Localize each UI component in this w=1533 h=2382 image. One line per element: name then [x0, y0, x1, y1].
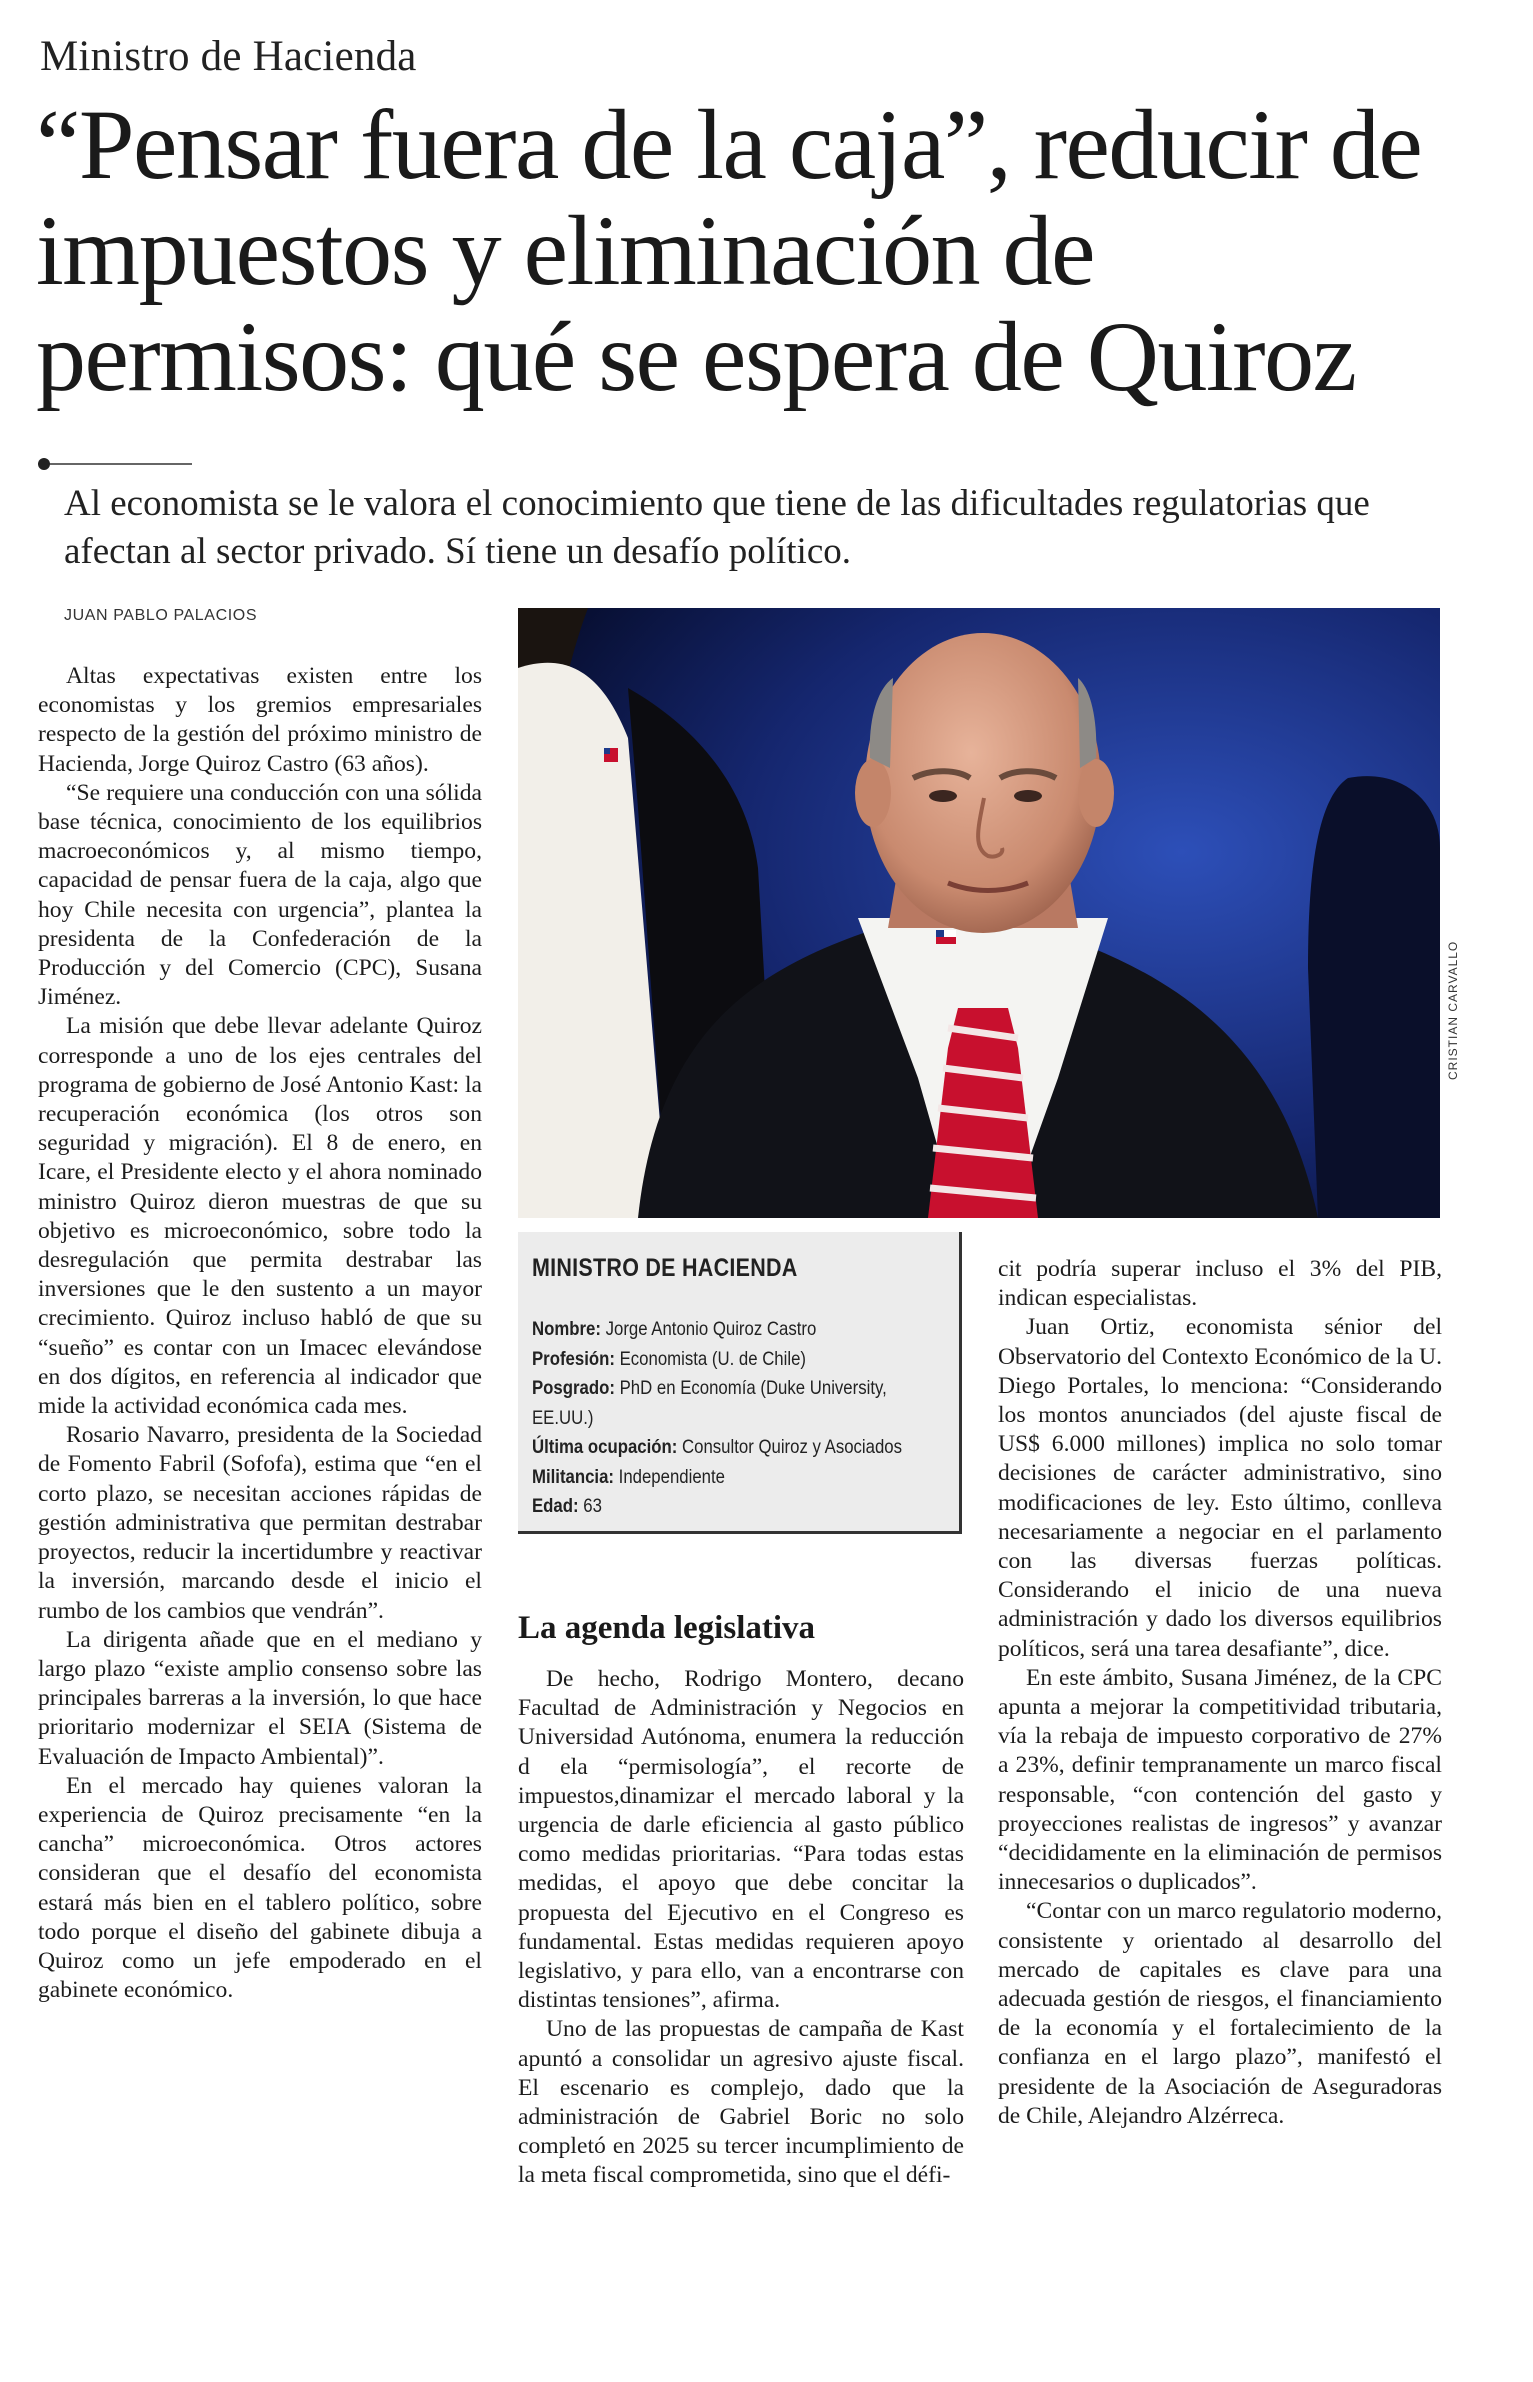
paragraph: Altas expectativas existen entre los economistas y los gremios empresariales respecto de la gestión del próximo ministro de Hacienda, Jorge Quiroz Castro (63 años). [38, 663, 482, 777]
paragraph: En este ámbito, Susana Jiménez, de la CPC apunta a mejorar la competitividad tributaria, vía la rebaja de impuesto corporativo de 27% a 23%, definir tempranamente un marco fiscal responsable, “con contención del gasto y proyecciones realistas de ingresos” y avanzar “decididamente en la eliminación de permisos innecesarios o duplicados”. [998, 1664, 1442, 1896]
rule-dot [38, 458, 50, 470]
paragraph: De hecho, Rodrigo Montero, decano Facultad de Administración y Negocios en Universidad Autónoma, enumera la reducción d ela “permisología”, el recorte de impuestos,dinamizar el mercado laboral y la urgencia de darle eficiencia al gasto público como medidas prioritarias. “Para todas estas medidas, el apoyo que debe concitar la propuesta del Ejecutivo en el Congreso es fundamental. Estas medidas requieren apoyo legislativo, y para ello, van a encontrarse con distintas tensiones”, afirma. [518, 1666, 964, 2014]
column-2 [518, 1665, 964, 2191]
column-1 [38, 662, 482, 2005]
info-box-rows [532, 1315, 945, 1522]
byline: JUAN PABLO PALACIOS [64, 607, 258, 624]
column-3 [998, 1255, 1442, 2131]
headline: “Pensar fuera de la caja”, reducir de impuestos y eliminación de permisos: qué se espera de Quiroz [36, 89, 1422, 412]
info-box-title: MINISTRO DE HACIENDA [532, 1254, 798, 1282]
info-row-party: Militancia: Independiente [532, 1465, 725, 1488]
paragraph: Uno de las propuestas de campaña de Kast apuntó a consolidar un agresivo ajuste fiscal. El escenario es complejo, dado que la administración de Gabriel Boric no solo completó en 2025 su tercer incumplimiento de la meta fiscal comprometida, sino que el défi- [518, 2016, 964, 2189]
portrait-illustration [518, 608, 1440, 1218]
photo-credit: CRISTIAN CARVALLO [1446, 940, 1460, 1080]
info-row-name: Nombre: Jorge Antonio Quiroz Castro [532, 1318, 817, 1340]
info-row-postgrad: Posgrado: PhD en Economía (Duke University, EE.UU.) [532, 1377, 887, 1429]
section-label: Ministro de Hacienda [40, 33, 417, 80]
rule-line [50, 463, 192, 465]
subheading: La agenda legislativa [518, 1610, 816, 1646]
info-row-age: Edad: 63 [532, 1495, 602, 1517]
paragraph: “Se requiere una conducción con una sólida base técnica, conocimiento de los equilibrios macroeconómicos y, al mismo tiempo, capacidad de pensar fuera de la caja, algo que hoy Chile necesita con urgencia”, plantea la presidenta de la Confederación de la Producción y del Comercio (CPC), Susana Jiménez. [38, 779, 482, 1011]
paragraph: Juan Ortiz, economista sénior del Observatorio del Contexto Económico de la U. Diego Portales, lo menciona: “Considerando los montos anunciados (del ajuste fiscal de US$ 6.000 millones) implica no solo tomar decisiones de carácter administrativo, sino modificaciones de ley. Esto último, conlleva necesariamente a negociar en el parlamento con las diversas fuerzas políticas. Considerando el inicio de una nueva administración y dado los diversos equilibrios políticos, será una tarea desafiante”, dice. [998, 1314, 1442, 1662]
info-box [518, 1232, 962, 1534]
paragraph: La misión que debe llevar adelante Quiroz corresponde a uno de los ejes centrales del programa de gobierno de José Antonio Kast: la recuperación económica (los otros son seguridad y migración). El 8 de enero, en Icare, el Presidente electo y el ahora nominado ministro Quiroz dieron muestras de que su objetivo es microeconómico, sobre todo la desregulación que permita destrabar las inversiones que le den sustento a un mayor crecimiento. Quiroz incluso habló de que su “sueño” es contar con un Imacec elevándose en dos dígitos, en referencia al indicador que mide la actividad económica cada mes. [38, 1013, 482, 1420]
info-row-last-job: Última ocupación: Consultor Quiroz y Asociados [532, 1436, 903, 1458]
portrait-photo [518, 608, 1440, 1218]
paragraph-continued: cit podría superar incluso el 3% del PIB, indican especialistas. [998, 1256, 1442, 1312]
paragraph: “Contar con un marco regulatorio moderno, consistente y orientado al desarrollo del mercado de capitales es clave para una adecuada gestión de riesgos, el financiamiento de la economía y el fortalecimiento de la confianza en el largo plazo”, manifestó el presidente de la Asociación de Aseguradoras de Chile, Alejandro Alzérreca. [998, 1898, 1442, 2129]
paragraph: La dirigenta añade que en el mediano y largo plazo “existe amplio consenso sobre las principales barreras a la inversión, lo que hace prioritario modernizar el SEIA (Sistema de Evaluación de Impacto Ambiental)”. [38, 1626, 482, 1770]
info-row-profession: Profesión: Economista (U. de Chile) [532, 1347, 807, 1370]
subtitle: Al economista se le valora el conocimiento que tiene de las dificultades regulatorias que afectan al sector privado. Sí tiene un desafío político. [64, 483, 1370, 572]
paragraph: Rosario Navarro, presidenta de la Sociedad de Fomento Fabril (Sofofa), estima que “en el corto plazo, se necesitan acciones rápidas de gestión administrativa que permitan destrabar proyectos, reducir la incertidumbre y reactivar la inversión, marcando desde el inicio el rumbo de los cambios que vendrán”. [38, 1422, 482, 1624]
paragraph: En el mercado hay quienes valoran la experiencia de Quiroz precisamente “en la cancha” microeconómica. Otros actores consideran que el desafío del economista estará más bien en el tablero político, sobre todo porque el diseño del gabinete dibuja a Quiroz como un jefe empoderado en el gabinete económico. [38, 1772, 482, 2004]
